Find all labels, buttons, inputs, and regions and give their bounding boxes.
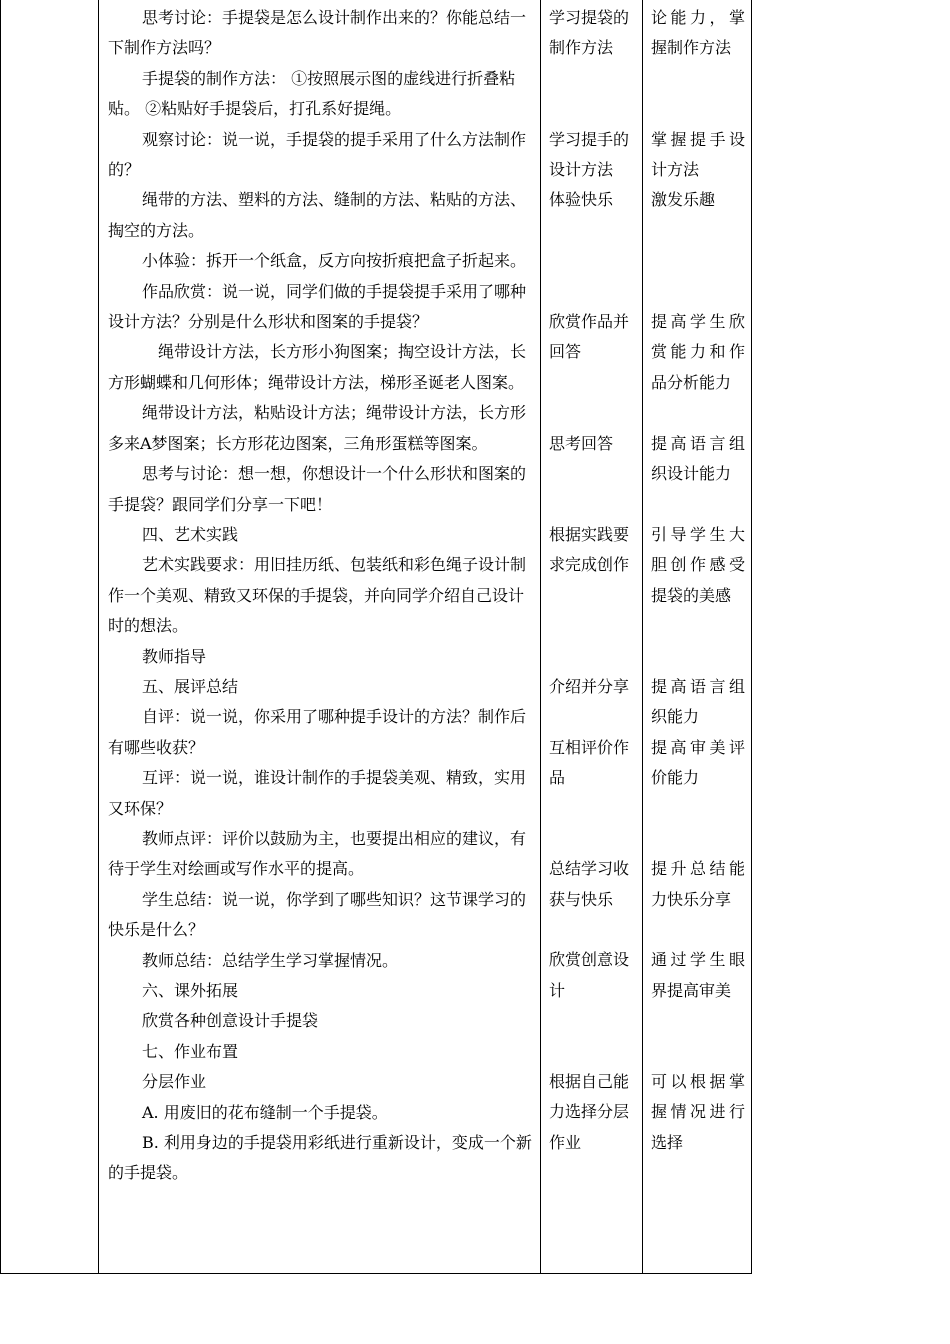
paragraph: 观察讨论：说一说，手提袋的提手采用了什么方法制作的？	[108, 129, 527, 180]
cell-line: 论能力，掌	[651, 8, 745, 27]
paragraph: 五、展评总结	[142, 676, 239, 696]
paragraph: 思考与讨论：想一想，你想设计一个什么形状和图案的手提袋？跟同学们分享一下吧！	[108, 464, 527, 514]
cell-block	[549, 672, 637, 702]
cell-block	[549, 520, 637, 581]
cell-line: 激发乐趣	[651, 190, 716, 210]
cell-line: 学习提袋的	[549, 8, 630, 27]
table-border-left	[0, 0, 1, 1274]
cell-block	[549, 307, 637, 368]
paragraph: 手提袋的制作方法： ①按照展示图的虚线进行折叠粘贴。 ②粘贴好手提袋后，打孔系好提绳。	[108, 68, 516, 119]
cell-line: 提高语言组	[651, 433, 745, 453]
cell-line: 掌握提手设	[651, 129, 745, 149]
cell-line: 织能力	[651, 707, 700, 727]
cell-line: 总结学习收	[549, 859, 630, 879]
paragraph: 分层作业	[142, 1072, 207, 1092]
paragraph: 小体验：拆开一个纸盒，反方向按折痕把盒子折起来。	[142, 251, 527, 271]
cell-line: 力选择分层	[549, 1102, 630, 1122]
cell-line: 计方法	[651, 160, 700, 179]
cell-block	[549, 125, 637, 216]
paragraph: 四、艺术实践	[142, 524, 239, 544]
cell-block	[549, 1067, 637, 1158]
cell-line: 获与快乐	[549, 889, 614, 909]
cell-block	[651, 307, 745, 398]
table-divider-2	[540, 0, 541, 1274]
student-activity-column	[549, 0, 637, 1274]
cell-line: 回答	[549, 342, 582, 362]
cell-block	[549, 854, 637, 915]
cell-line: 品分析能力	[651, 372, 732, 392]
paragraph: A. 用废旧的花布缝制一个手提袋。	[142, 1102, 388, 1122]
paragraph: 艺术实践要求：用旧挂历纸、包装纸和彩色绳子设计制作一个美观、精致又环保的手提袋，并向同学介绍自己设计时的想法。	[108, 555, 527, 636]
cell-line: 根据实践要	[549, 524, 630, 544]
paragraph: 绳带设计方法，长方形小狗图案；掏空设计方法，长方形蝴蝶和几何形体；绳带设计方法，梯形圣诞老人图案。	[108, 342, 527, 392]
cell-line: 设计方法	[549, 160, 614, 179]
cell-block	[549, 429, 637, 459]
cell-line: 互相评价作	[549, 737, 630, 757]
paragraph: 教师指导	[142, 646, 207, 666]
paragraph: B. 利用身边的手提袋用彩纸进行重新设计，变成一个新的手提袋。	[108, 1133, 532, 1183]
cell-line: 制作方法	[549, 38, 614, 58]
cell-block	[651, 3, 745, 64]
cell-block	[549, 945, 637, 1006]
cell-block	[549, 3, 637, 64]
cell-line: 界提高审美	[651, 980, 732, 1000]
design-intent-column	[651, 0, 745, 1274]
cell-block	[651, 520, 745, 611]
paragraph: 作品欣赏：说一说，同学们做的手提袋提手采用了哪种设计方法？分别是什么形状和图案的手提袋？	[108, 281, 527, 332]
paragraph: 教师点评：评价以鼓励为主，也要提出相应的建议，有待于学生对绘画或写作水平的提高。	[108, 828, 527, 879]
cell-line: 力快乐分享	[651, 889, 732, 909]
paragraph: 欣赏各种创意设计手提袋	[142, 1011, 319, 1031]
cell-line: 通过学生眼	[651, 950, 745, 970]
cell-line: 提高审美评	[651, 737, 745, 757]
paragraph: 互评：说一说，谁设计制作的手提袋美观、精致，实用又环保？	[108, 768, 527, 818]
cell-block	[651, 854, 745, 915]
table-divider-3	[642, 0, 643, 1274]
cell-line: 提高语言组	[651, 676, 745, 696]
cell-line: 品	[549, 768, 566, 787]
cell-block	[651, 125, 745, 216]
cell-line: 思考回答	[549, 433, 614, 453]
paragraph: 绳带的方法、塑料的方法、缝制的方法、粘贴的方法、掏空的方法。	[108, 190, 527, 240]
cell-line: 提袋的美感	[651, 585, 732, 605]
cell-line: 引导学生大	[651, 524, 745, 544]
cell-line: 求完成创作	[549, 555, 630, 575]
cell-line: 胆创作感受	[651, 555, 745, 575]
cell-line: 欣赏作品并	[549, 312, 630, 331]
cell-block	[651, 733, 745, 794]
paragraph: 六、课外拓展	[142, 981, 239, 1000]
paragraph: 七、作业布置	[142, 1041, 239, 1061]
cell-block	[651, 672, 745, 733]
cell-line: 选择	[651, 1132, 684, 1152]
paragraph: 学生总结：说一说，你学到了哪些知识？这节课学习的快乐是什么？	[108, 889, 527, 940]
table-divider-1	[98, 0, 99, 1274]
cell-block	[549, 733, 637, 794]
cell-line: 可以根据掌	[651, 1072, 745, 1091]
paragraph: 思考讨论：手提袋是怎么设计制作出来的？你能总结一下制作方法吗？	[108, 8, 527, 58]
cell-line: 织设计能力	[651, 464, 732, 483]
cell-line: 作业	[549, 1132, 582, 1152]
cell-line: 提升总结能	[651, 859, 745, 879]
teacher-activity-column	[108, 3, 532, 1189]
cell-line: 欣赏创意设	[549, 950, 630, 970]
paragraph: 自评：说一说，你采用了哪种提手设计的方法？制作后有哪些收获？	[108, 707, 527, 757]
cell-line: 根据自己能	[549, 1072, 630, 1091]
cell-line: 介绍并分享	[549, 676, 630, 696]
cell-block	[651, 945, 745, 1006]
paragraph: 教师总结：总结学生学习掌握情况。	[142, 950, 399, 970]
paragraph: 绳带设计方法，粘贴设计方法；绳带设计方法，长方形多来A梦图案；长方形花边图案，三角形蛋糕等图案。	[108, 403, 527, 453]
cell-line: 握情况进行	[651, 1102, 745, 1122]
cell-line: 计	[549, 980, 566, 1000]
cell-line: 提高学生欣	[651, 312, 745, 331]
cell-line: 握制作方法	[651, 38, 732, 58]
cell-line: 体验快乐	[549, 190, 614, 210]
cell-line: 价能力	[651, 768, 700, 787]
cell-block	[651, 1067, 745, 1158]
cell-line: 学习提手的	[549, 129, 630, 149]
cell-line: 赏能力和作	[651, 342, 745, 362]
cell-block	[651, 429, 745, 490]
